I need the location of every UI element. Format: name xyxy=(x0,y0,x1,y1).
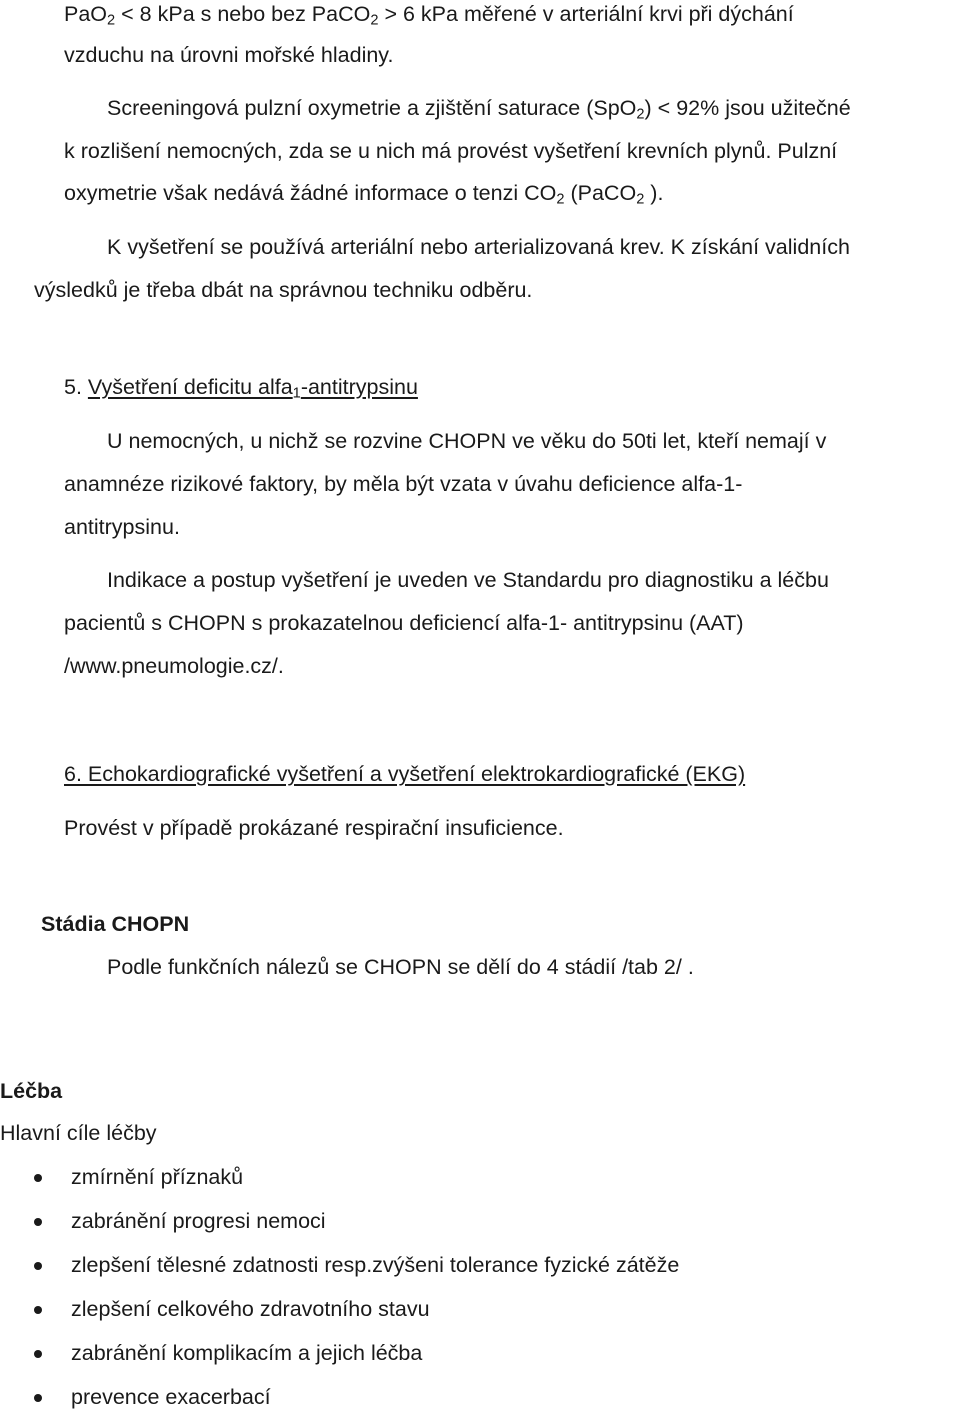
section-6-text: Provést v případě prokázané respirační insuficience. xyxy=(64,816,564,840)
pao2-criteria-line: PaO$_2$ < 8 kPa s nebo bez PaCO$_2$ > 6 kPa měřené v arteriální krvi při dýchání xyxy=(64,2,794,29)
oximetry-text-line-2: k rozlišení nemocných, zda se u nich má provést vyšetření krevních plynů. Pulzní xyxy=(64,139,838,163)
section-5-heading: 5. Vyšetření deficitu alfa$_1$-antitrypsinu xyxy=(64,375,418,402)
list-item-label: prevence exacerbací xyxy=(71,1385,271,1409)
blood-sample-text-line-2: výsledků je třeba dbát na správnou techniku odběru. xyxy=(34,278,533,302)
section-5-text-line-3: antitrypsinu. xyxy=(64,515,180,539)
list-item-label: zlepšení celkového zdravotního stavu xyxy=(71,1297,430,1321)
list-item-label: zabránění progresi nemoci xyxy=(71,1209,326,1233)
oximetry-text-line-1: Screeningová pulzní oxymetrie a zjištění saturace (SpO$_2$) < 92% jsou užitečné xyxy=(107,96,851,123)
bullet-icon xyxy=(34,1218,42,1226)
list-item-label: zmírnění příznaků xyxy=(71,1165,244,1189)
lecba-subheading: Hlavní cíle léčby xyxy=(0,1121,157,1145)
bullet-icon xyxy=(34,1306,42,1314)
section-5-text-line-4: Indikace a postup vyšetření je uveden ve Standardu pro diagnostiku a léčbu xyxy=(107,568,829,592)
stadia-text: Podle funkčních nálezů se CHOPN se dělí do 4 stádií /tab 2/ . xyxy=(107,955,694,979)
section-5-text-line-2: anamnéze rizikové faktory, by měla být vzata v úvahu deficience alfa-1- xyxy=(64,472,743,496)
bullet-icon xyxy=(34,1350,42,1358)
bullet-icon xyxy=(34,1262,42,1270)
section-6-heading: 6. Echokardiografické vyšetření a vyšetření elektrokardiografické (EKG) xyxy=(64,762,746,786)
lecba-heading: Léčba xyxy=(0,1079,63,1103)
bullet-icon xyxy=(34,1394,42,1402)
pao2-criteria-line-2: vzduchu na úrovni mořské hladiny. xyxy=(64,43,394,67)
list-item-label: zabránění komplikacím a jejich léčba xyxy=(71,1341,423,1365)
stadia-heading: Stádia CHOPN xyxy=(41,912,190,936)
oximetry-text-line-3: oxymetrie však nedává žádné informace o tenzi $CO_2$ (PaCO$_2$ ). xyxy=(64,181,664,208)
section-5-text-line-6: /www.pneumologie.cz/. xyxy=(64,654,284,678)
section-5-text-line-5: pacientů s CHOPN s prokazatelnou deficiencí alfa-1- antitrypsinu (AAT) xyxy=(64,611,744,635)
section-5-text-line-1: U nemocných, u nichž se rozvine CHOPN ve věku do 50ti let, kteří nemají v xyxy=(107,429,827,453)
blood-sample-text-line-1: K vyšetření se používá arteriální nebo arterializovaná krev. K získání validních xyxy=(107,235,850,259)
bullet-icon xyxy=(34,1174,42,1182)
list-item-label: zlepšení tělesné zdatnosti resp.zvýšeni tolerance fyzické zátěže xyxy=(71,1253,680,1277)
